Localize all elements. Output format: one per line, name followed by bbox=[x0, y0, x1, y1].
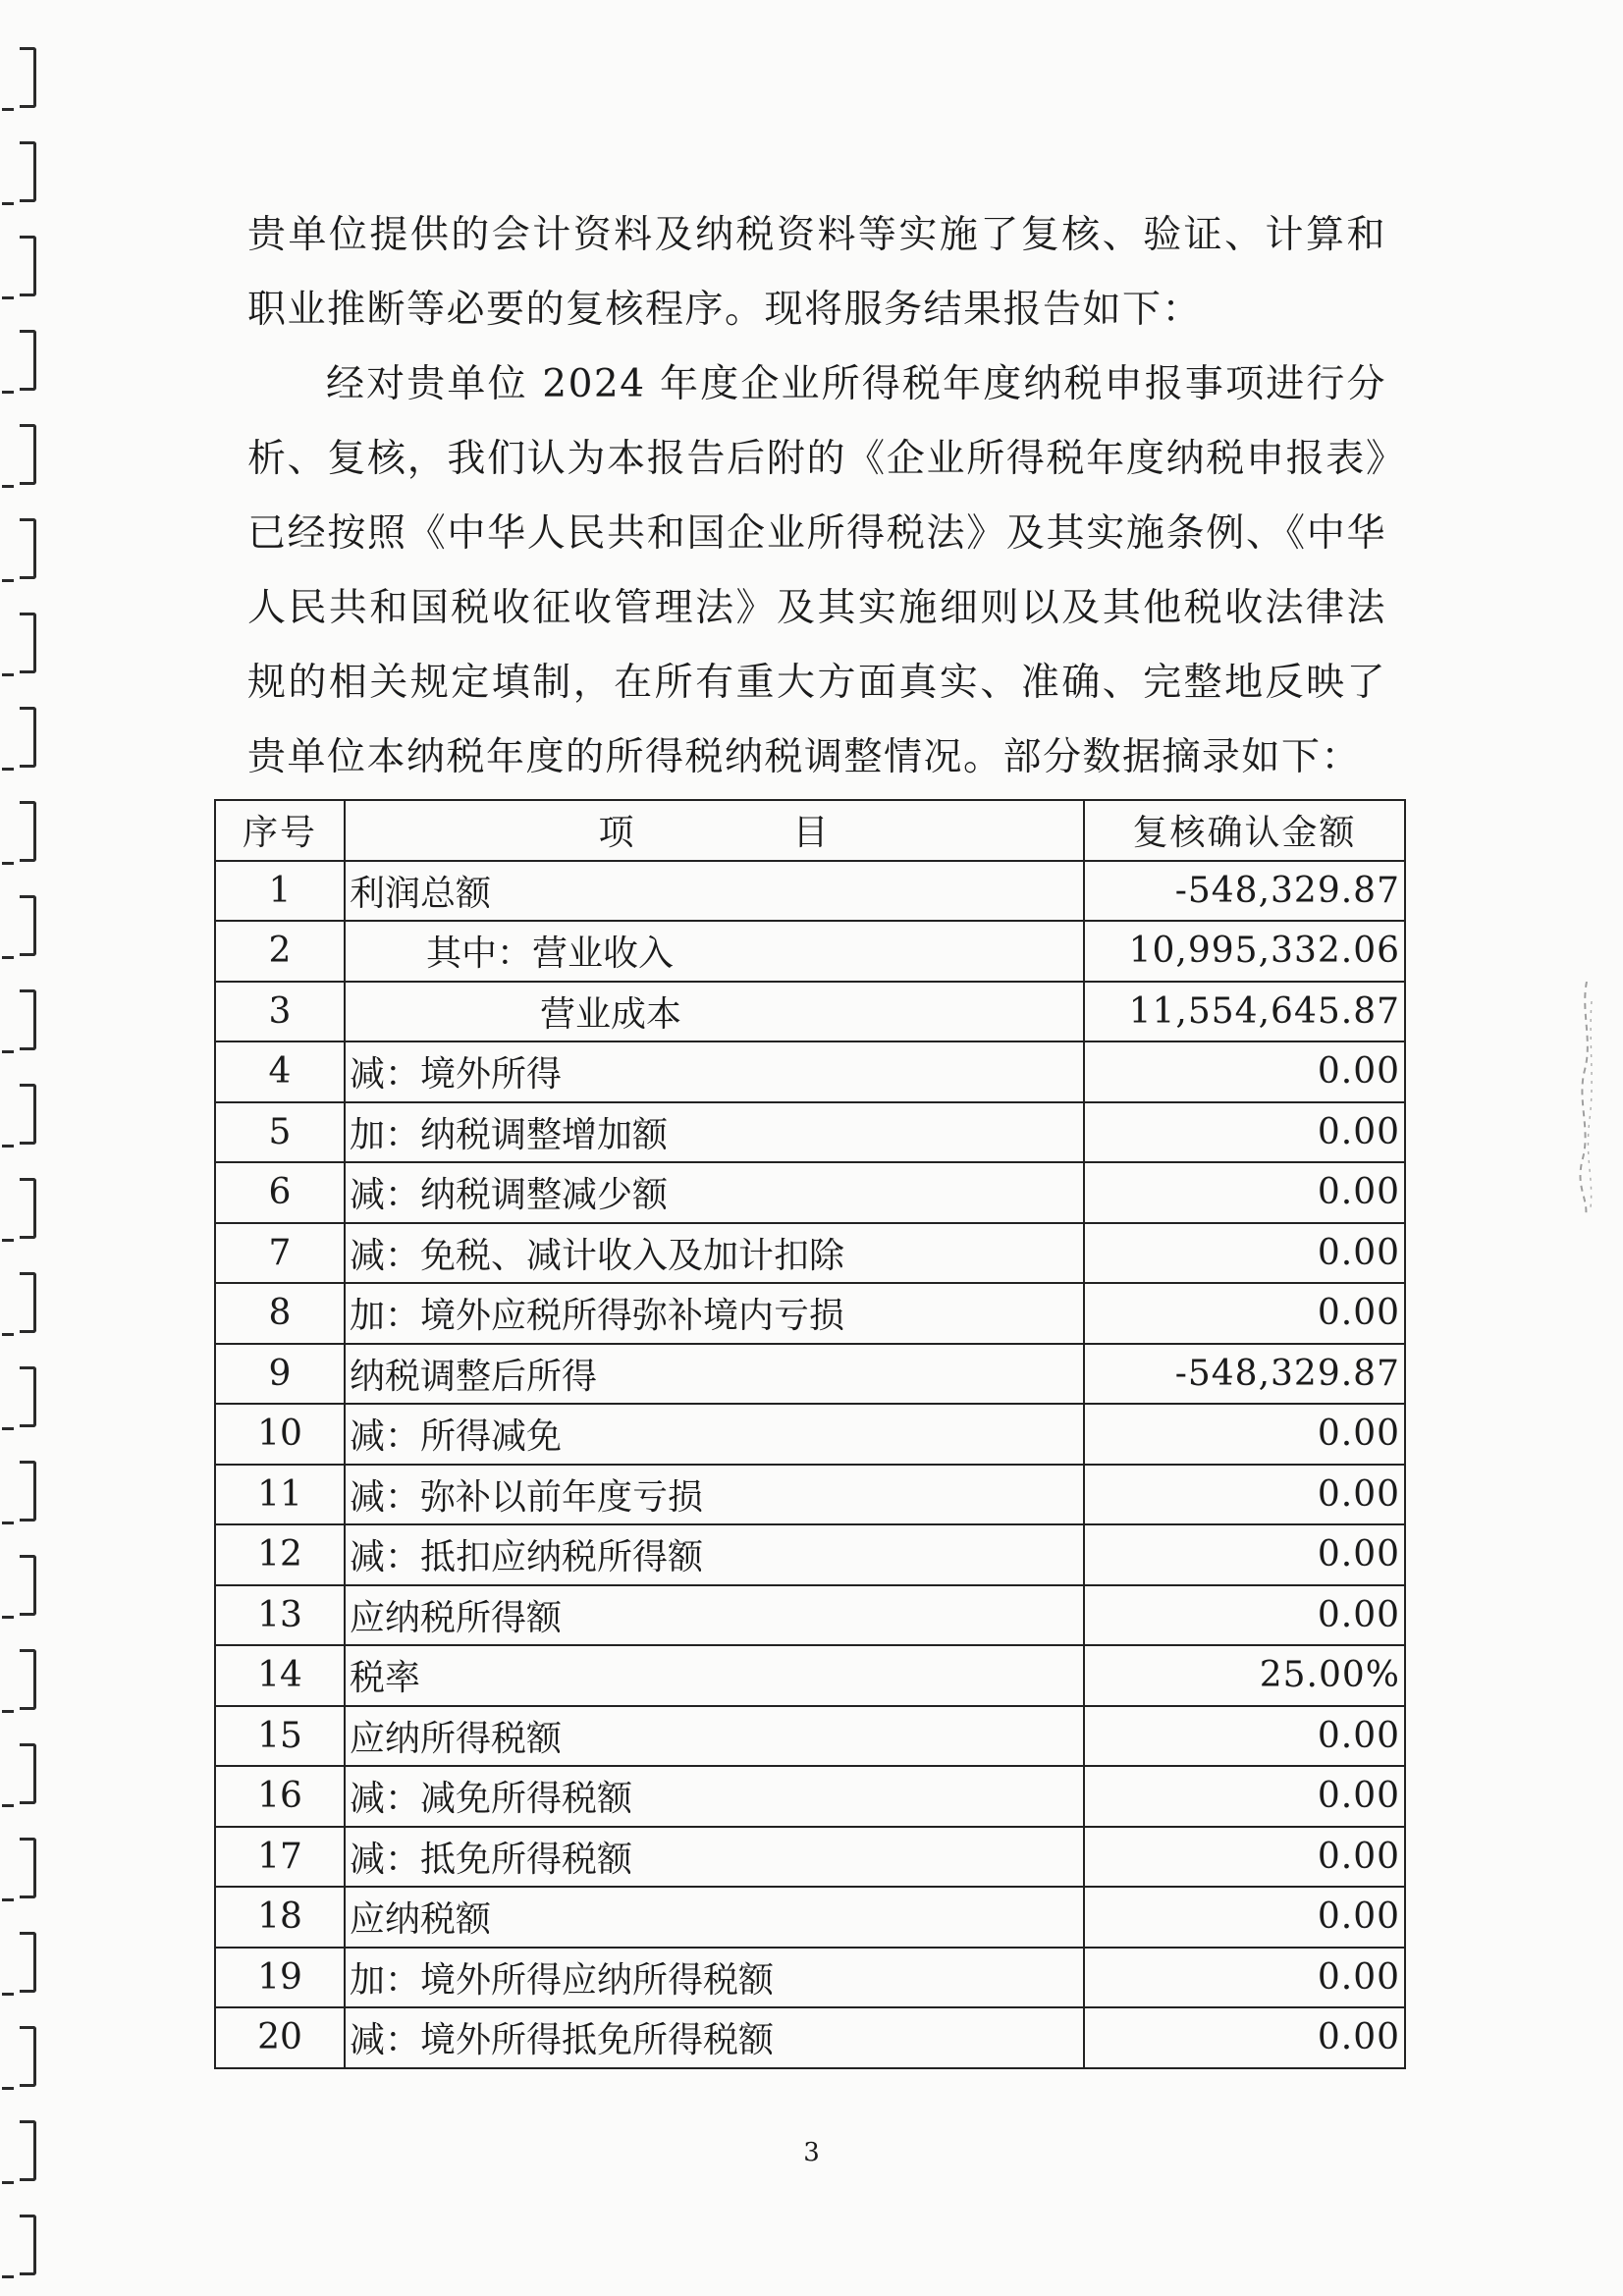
row-item: 减：抵扣应纳税所得额 bbox=[345, 1524, 1084, 1585]
row-amount: 0.00 bbox=[1084, 1524, 1405, 1585]
table-row bbox=[215, 1948, 1405, 2008]
row-item: 营业成本 bbox=[345, 982, 1084, 1042]
row-amount: 0.00 bbox=[1084, 1223, 1405, 1284]
binding-hole-icon bbox=[20, 141, 36, 202]
header-no: 序号 bbox=[215, 800, 345, 861]
row-item: 加：境外应税所得弥补境内亏损 bbox=[345, 1283, 1084, 1344]
row-amount: 0.00 bbox=[1084, 1827, 1405, 1888]
row-amount: 0.00 bbox=[1084, 1041, 1405, 1102]
row-item: 应纳税所得额 bbox=[345, 1585, 1084, 1646]
binding-hole-icon bbox=[20, 2026, 36, 2087]
row-item: 加：纳税调整增加额 bbox=[345, 1102, 1084, 1163]
table-row bbox=[215, 1404, 1405, 1465]
table-row bbox=[215, 1465, 1405, 1525]
binding-hole-icon bbox=[20, 801, 36, 862]
binding-hole-icon bbox=[20, 1366, 36, 1427]
binding-hole-icon bbox=[20, 1555, 36, 1616]
paragraph-2: 经对贵单位 2024 年度企业所得税年度纳税申报事项进行分析、复核，我们认为本报告后附的《企业所得税年度纳税申报表》已经按照《中华人民共和国企业所得税法》及其实施条例、《中华人民共和国税收征收管理法》及其实施细则以及其他税收法律法规的相关规定填制，在所有重大方面真实、准确、完整地反映了贵单位本纳税年度的所得税纳税调整情况。部分数据摘录如下： bbox=[247, 362, 1386, 779]
table-row bbox=[215, 1645, 1405, 1706]
row-amount: 0.00 bbox=[1084, 1404, 1405, 1465]
row-amount: 0.00 bbox=[1084, 1162, 1405, 1223]
binding-hole-icon bbox=[20, 1461, 36, 1522]
row-item: 税率 bbox=[345, 1645, 1084, 1706]
row-number: 19 bbox=[215, 1948, 345, 2008]
table-row bbox=[215, 982, 1405, 1042]
row-item: 减：减免所得税额 bbox=[345, 1766, 1084, 1827]
table-row bbox=[215, 1887, 1405, 1948]
tax-summary-table bbox=[214, 799, 1406, 2069]
table-row bbox=[215, 921, 1405, 982]
row-item: 应纳税额 bbox=[345, 1887, 1084, 1948]
row-item: 减：纳税调整减少额 bbox=[345, 1162, 1084, 1223]
row-item: 减：免税、减计收入及加计扣除 bbox=[345, 1223, 1084, 1284]
header-item-part-a: 项 bbox=[598, 813, 636, 854]
row-item: 减：境外所得 bbox=[345, 1041, 1084, 1102]
table-row bbox=[215, 861, 1405, 922]
binding-hole-icon bbox=[20, 613, 36, 673]
row-item: 减：抵免所得税额 bbox=[345, 1827, 1084, 1888]
row-amount: 0.00 bbox=[1084, 1948, 1405, 2008]
binding-hole-icon bbox=[20, 1084, 36, 1145]
binding-hole-icon bbox=[20, 1932, 36, 1993]
binding-hole-icon bbox=[20, 1178, 36, 1239]
row-item: 纳税调整后所得 bbox=[345, 1344, 1084, 1405]
row-item: 加：境外所得应纳所得税额 bbox=[345, 1948, 1084, 2008]
row-number: 15 bbox=[215, 1706, 345, 1767]
row-amount: 0.00 bbox=[1084, 1887, 1405, 1948]
row-number: 2 bbox=[215, 921, 345, 982]
row-number: 7 bbox=[215, 1223, 345, 1284]
binding-hole-icon bbox=[20, 707, 36, 768]
table-row bbox=[215, 1766, 1405, 1827]
table-row bbox=[215, 1585, 1405, 1646]
row-amount: 0.00 bbox=[1084, 1706, 1405, 1767]
table-row bbox=[215, 1344, 1405, 1405]
row-number: 16 bbox=[215, 1766, 345, 1827]
row-number: 8 bbox=[215, 1283, 345, 1344]
row-number: 5 bbox=[215, 1102, 345, 1163]
table-row bbox=[215, 2007, 1405, 2068]
row-number: 17 bbox=[215, 1827, 345, 1888]
header-item-part-b: 目 bbox=[792, 813, 831, 854]
row-item: 其中：营业收入 bbox=[345, 921, 1084, 982]
row-amount: 11,554,645.87 bbox=[1084, 982, 1405, 1042]
row-number: 9 bbox=[215, 1344, 345, 1405]
row-amount: 10,995,332.06 bbox=[1084, 921, 1405, 982]
seal-edge-mark bbox=[1577, 982, 1598, 1217]
binding-hole-icon bbox=[20, 1743, 36, 1804]
row-number: 12 bbox=[215, 1524, 345, 1585]
table-row bbox=[215, 1102, 1405, 1163]
binding-hole-icon bbox=[20, 236, 36, 296]
binding-hole-icon bbox=[20, 424, 36, 485]
row-number: 4 bbox=[215, 1041, 345, 1102]
table-row bbox=[215, 1283, 1405, 1344]
row-item: 减：所得减免 bbox=[345, 1404, 1084, 1465]
row-item: 减：弥补以前年度亏损 bbox=[345, 1465, 1084, 1525]
row-item: 利润总额 bbox=[345, 861, 1084, 922]
row-amount: -548,329.87 bbox=[1084, 861, 1405, 922]
row-number: 11 bbox=[215, 1465, 345, 1525]
table-row bbox=[215, 1041, 1405, 1102]
table-row bbox=[215, 1162, 1405, 1223]
table-row bbox=[215, 1827, 1405, 1888]
report-body bbox=[247, 198, 1386, 795]
binding-hole-icon bbox=[20, 1649, 36, 1710]
row-amount: 0.00 bbox=[1084, 1465, 1405, 1525]
paragraph-1: 贵单位提供的会计资料及纳税资料等实施了复核、验证、计算和职业推断等必要的复核程序。现将服务结果报告如下： bbox=[247, 213, 1386, 332]
row-amount: 25.00% bbox=[1084, 1645, 1405, 1706]
header-item bbox=[345, 800, 1084, 861]
table-body bbox=[215, 861, 1405, 2068]
table-row bbox=[215, 1223, 1405, 1284]
binding-hole-icon bbox=[20, 2215, 36, 2275]
row-number: 13 bbox=[215, 1585, 345, 1646]
binding-hole-icon bbox=[20, 330, 36, 391]
row-item: 应纳所得税额 bbox=[345, 1706, 1084, 1767]
table-row bbox=[215, 1706, 1405, 1767]
row-number: 10 bbox=[215, 1404, 345, 1465]
header-amount: 复核确认金额 bbox=[1084, 800, 1405, 861]
row-amount: 0.00 bbox=[1084, 1766, 1405, 1827]
binding-hole-icon bbox=[20, 47, 36, 108]
row-number: 3 bbox=[215, 982, 345, 1042]
row-amount: 0.00 bbox=[1084, 2007, 1405, 2068]
row-amount: 0.00 bbox=[1084, 1102, 1405, 1163]
table-header-row bbox=[215, 800, 1405, 861]
row-number: 18 bbox=[215, 1887, 345, 1948]
row-number: 6 bbox=[215, 1162, 345, 1223]
tax-summary-table-wrap bbox=[214, 799, 1404, 2069]
binding-strip bbox=[0, 0, 59, 2296]
row-amount: 0.00 bbox=[1084, 1283, 1405, 1344]
row-amount: -548,329.87 bbox=[1084, 1344, 1405, 1405]
page-number: 3 bbox=[803, 2138, 820, 2167]
binding-hole-icon bbox=[20, 895, 36, 956]
table-row bbox=[215, 1524, 1405, 1585]
binding-hole-icon bbox=[20, 1838, 36, 1898]
row-item: 减：境外所得抵免所得税额 bbox=[345, 2007, 1084, 2068]
row-number: 1 bbox=[215, 861, 345, 922]
row-number: 20 bbox=[215, 2007, 345, 2068]
binding-hole-icon bbox=[20, 518, 36, 579]
row-number: 14 bbox=[215, 1645, 345, 1706]
binding-hole-icon bbox=[20, 1272, 36, 1333]
binding-hole-icon bbox=[20, 989, 36, 1050]
row-amount: 0.00 bbox=[1084, 1585, 1405, 1646]
